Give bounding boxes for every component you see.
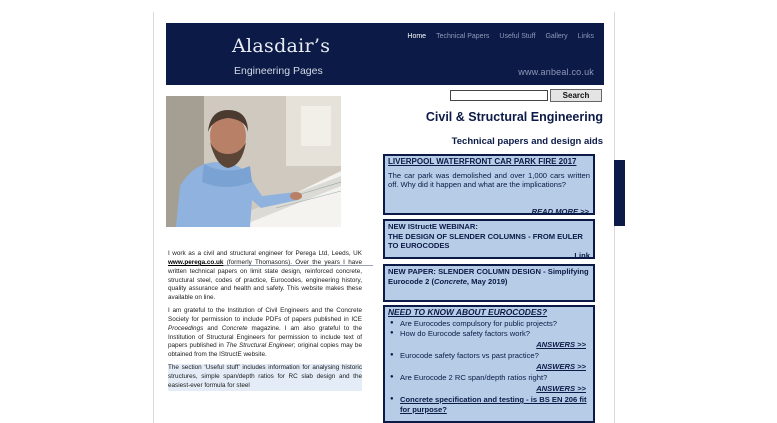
nav-technical-papers[interactable]: Technical Papers	[436, 33, 490, 40]
fire-title[interactable]: LIVERPOOL WATERFRONT CAR PARK FIRE 2017	[388, 157, 577, 166]
webinar-line-1: NEW IStructE WEBINAR:	[388, 222, 478, 231]
eurocodes-box	[383, 305, 595, 423]
search-input[interactable]	[450, 90, 548, 101]
answers-link-3[interactable]: ANSWERS >>	[536, 383, 586, 393]
list-item: ● Are Eurocodes compulsory for public projects?	[388, 319, 590, 329]
webinar-line-2: THE DESIGN OF SLENDER COLUMNS - FROM EULER TO EUROCODES	[388, 231, 583, 250]
news-box-new-paper[interactable]	[383, 264, 595, 302]
paper-journal: Concrete	[434, 276, 467, 286]
page-container	[153, 12, 615, 423]
author-photo	[166, 96, 341, 227]
webinar-link[interactable]: Link	[574, 250, 590, 259]
list-item: ● Are Eurocode 2 RC span/depth ratios right?	[388, 373, 590, 383]
nav-home[interactable]: Home	[407, 33, 427, 40]
bio-text	[168, 250, 362, 395]
author-photo-image	[166, 96, 341, 227]
site-url: www.anbeal.co.uk	[518, 67, 594, 77]
eurocodes-questions-2	[388, 351, 590, 361]
news-box-car-park-fire[interactable]	[383, 154, 595, 215]
page-subheading: Technical papers and design aids	[451, 136, 603, 147]
top-nav	[407, 33, 594, 40]
concrete-spec-link[interactable]: Concrete specification and testing - is BS EN 206 fit for purpose?	[400, 395, 587, 414]
eurocodes-questions-3	[388, 373, 590, 383]
bio-paragraph-3: The section ‘Useful stuff’ includes information for analysing historic structures, simple span/depth ratios for RC slab design and the easiest-ever formula for steel	[168, 364, 362, 389]
site-subtitle: Engineering Pages	[234, 65, 323, 77]
read-more-link[interactable]: READ MORE >>	[531, 206, 589, 215]
bio-paragraph-2: I am grateful to the Institution of Civil Engineers and the Concrete Society for permission to include PDFs of papers published in ICE Proceedings and Concrete magazine. I am also grateful to the Institution of Structural Engineers for permission to include text of papers published in The Structural Engineer; original copies may be obtained from the IStructE website.	[168, 307, 363, 359]
list-item: ● Eurocode safety factors vs past practice?	[388, 351, 590, 361]
perega-link[interactable]: www.perega.co.uk	[168, 258, 224, 266]
nav-gallery[interactable]: Gallery	[545, 33, 568, 40]
list-item[interactable]	[388, 395, 590, 414]
site-title[interactable]: Alasdair’s	[232, 35, 331, 57]
answers-link-2[interactable]: ANSWERS >>	[536, 361, 586, 371]
bio-paragraph-1: I work as a civil and structural engineer for Perega Ltd, Leeds, UK www.perega.co.uk (formerly Thomasons). Over the years I have written technical papers on limit state design, reinforced concrete, structural steel, codes of practice, Eurocodes, engineering history, quality assurance and health and safety. This website makes these available on line.	[168, 250, 362, 302]
paper-text: NEW PAPER: SLENDER COLUMN DESIGN - Simplifying Eurocode 2 (	[388, 267, 589, 286]
paper-date: , May 2019)	[466, 276, 508, 286]
eurocodes-questions	[388, 319, 590, 339]
nav-links[interactable]: Links	[577, 33, 594, 40]
eurocodes-title[interactable]: NEED TO KNOW ABOUT EUROCODES?	[388, 307, 548, 317]
nav-useful-stuff[interactable]: Useful Stuff	[499, 33, 536, 40]
answers-link-1[interactable]: ANSWERS >>	[536, 339, 586, 349]
fire-body: The car park was demolished and over 1,000 cars written off. Why did it happen and what are the implications?	[388, 170, 590, 189]
list-item: ● How do Eurocode safety factors work?	[388, 329, 590, 339]
news-box-webinar	[383, 219, 595, 259]
page-heading: Civil & Structural Engineering	[425, 110, 603, 124]
search-button[interactable]: Search	[550, 89, 602, 102]
site-header	[166, 23, 604, 85]
side-tab[interactable]	[614, 160, 625, 226]
eurocodes-questions-4	[388, 395, 590, 414]
